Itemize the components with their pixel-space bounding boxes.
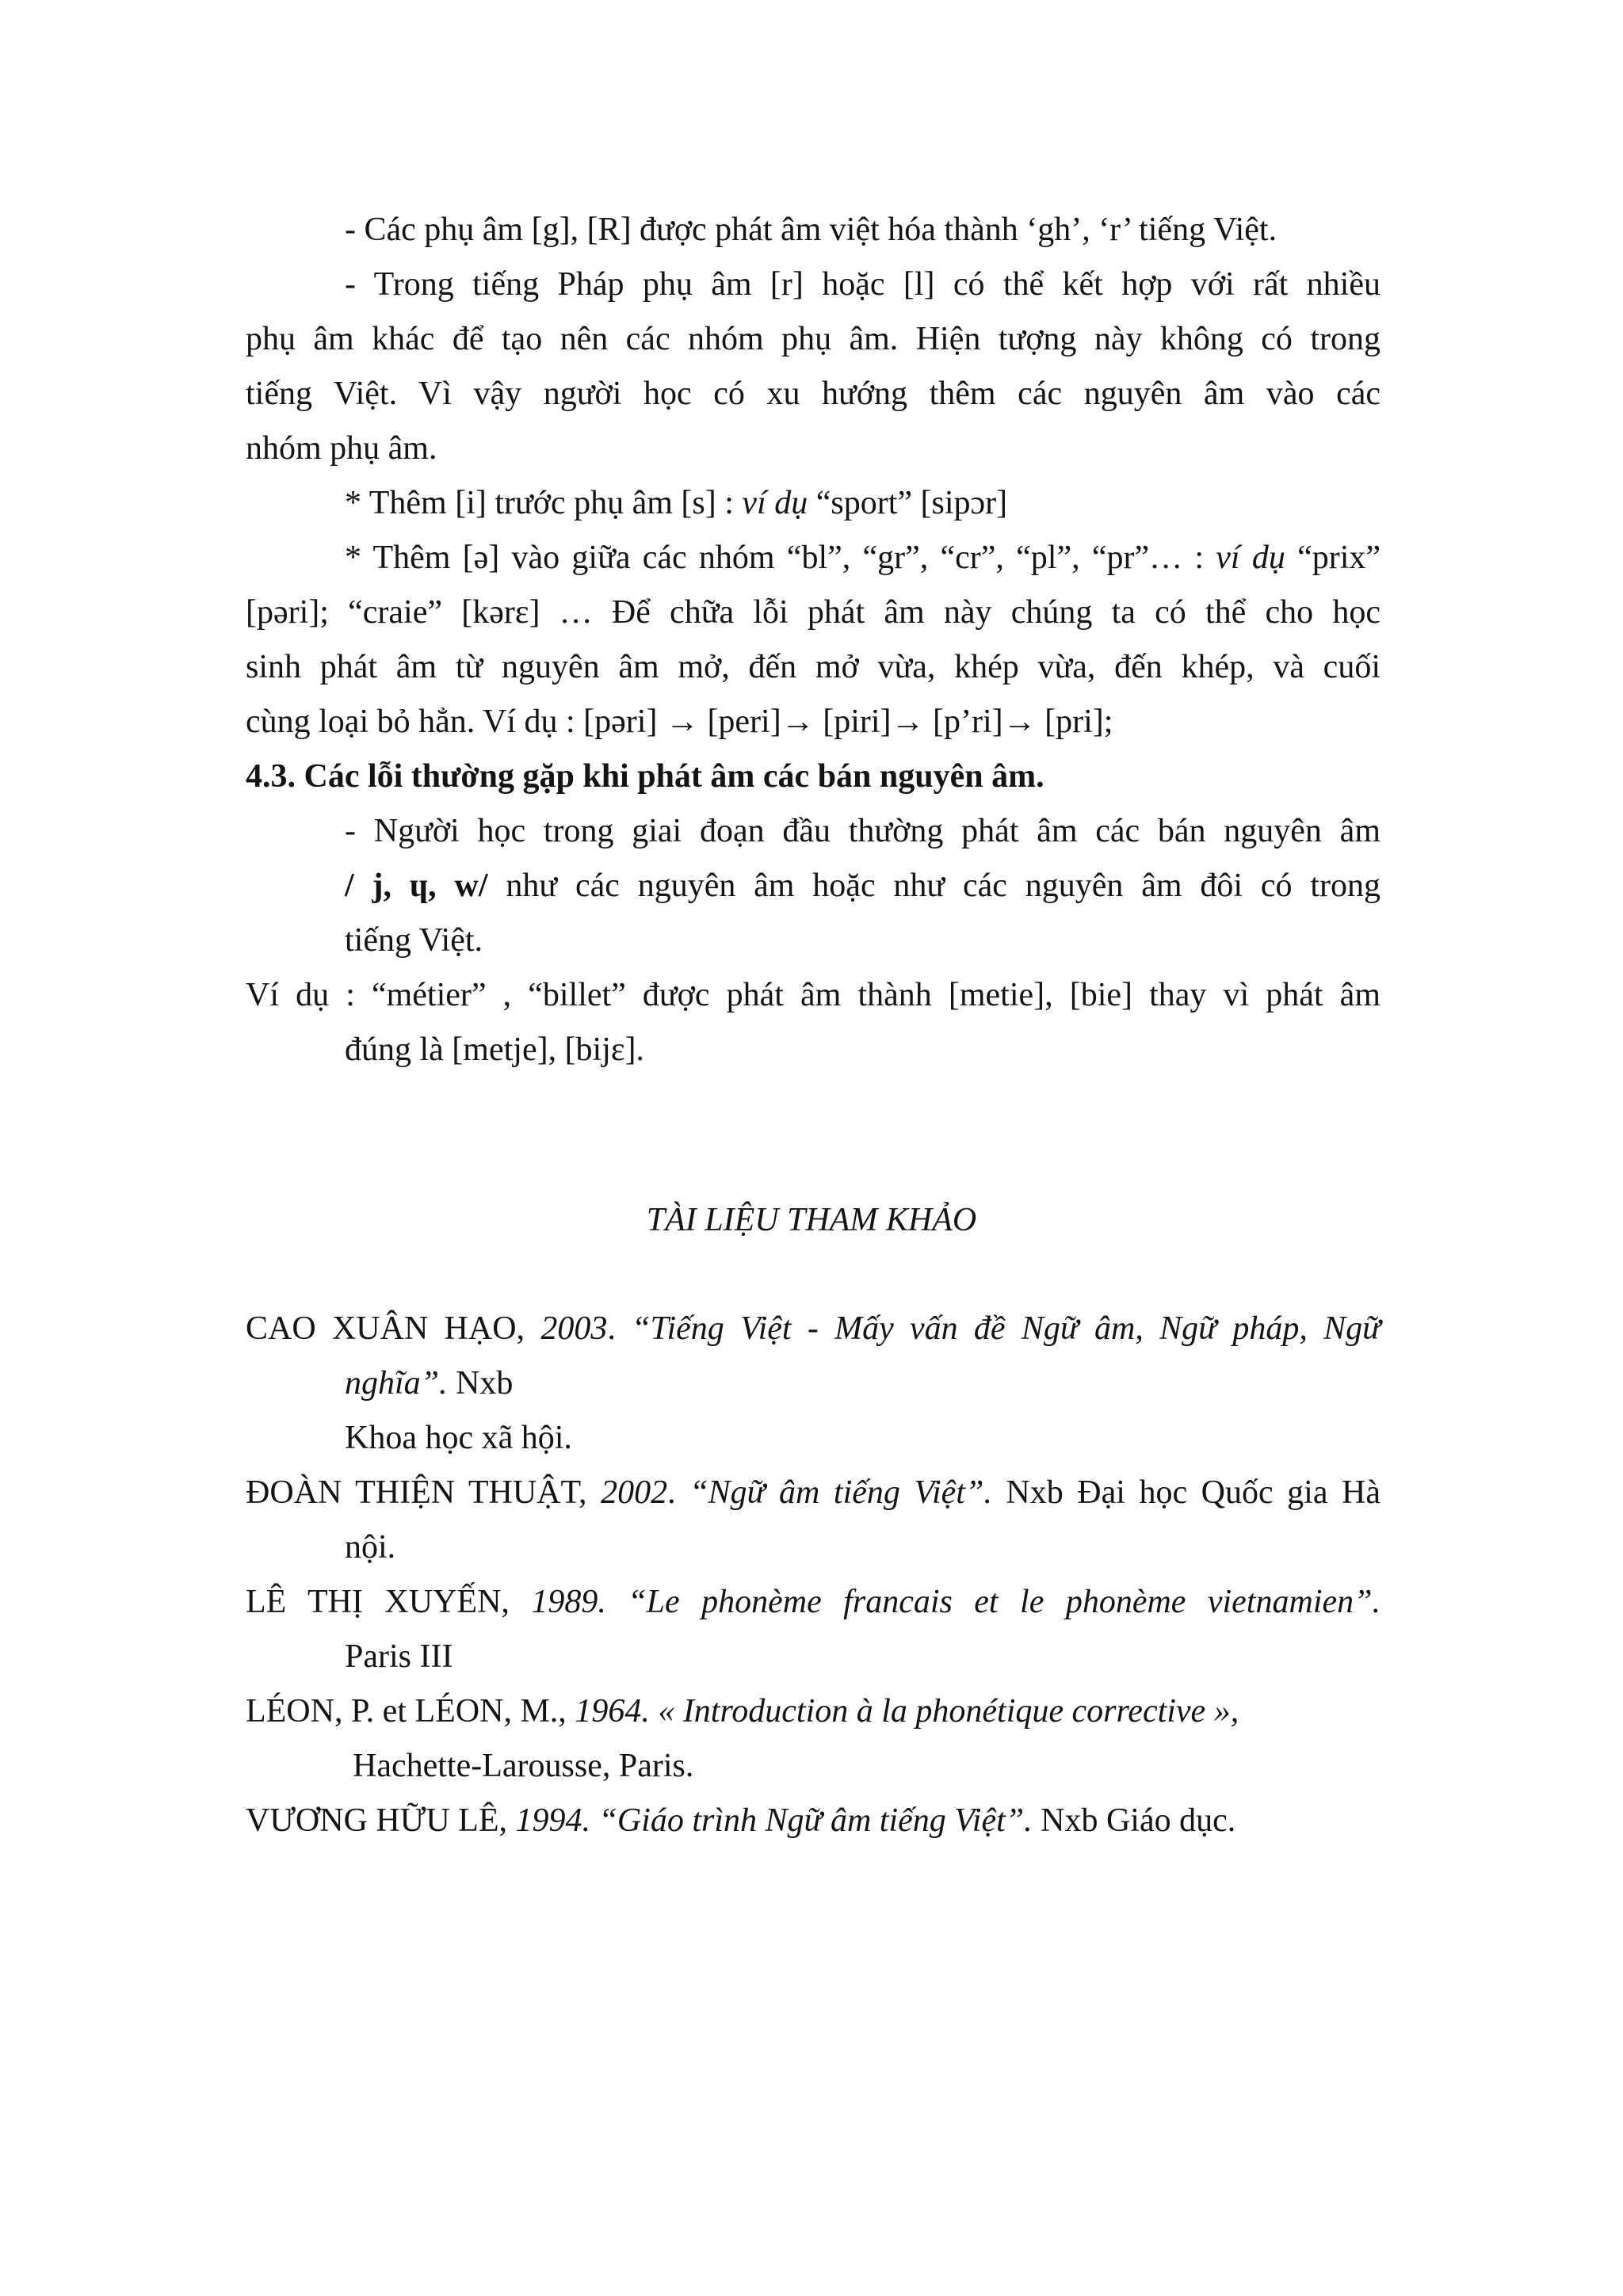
- reference-entry: [246, 1582, 1381, 1622]
- paragraph-line: tiếng Việt.: [345, 922, 483, 959]
- reference-author: ĐOÀN THIỆN THUẬT,: [246, 1474, 601, 1511]
- example-text: “prix”: [1285, 540, 1381, 576]
- reference-separator: .: [667, 1474, 690, 1511]
- reference-title: 1964. « Introduction à la phonétique corrective »,: [575, 1693, 1239, 1730]
- paragraph-line: phụ âm khác để tạo nên các nhóm phụ âm. Hiện tượng này không có trong: [246, 321, 1381, 357]
- section-heading: 4.3. Các lỗi thường gặp khi phát âm các bán nguyên âm.: [246, 758, 1044, 795]
- reference-author: VƯƠNG HỮU LÊ,: [246, 1802, 516, 1839]
- paragraph-line: - Trong tiếng Pháp phụ âm [r] hoặc [l] có thể kết hợp với rất nhiều: [345, 266, 1381, 303]
- reference-publisher: Khoa học xã hội.: [345, 1420, 572, 1456]
- reference-author: CAO XUÂN HẠO,: [246, 1310, 541, 1347]
- reference-year: 2002: [601, 1474, 668, 1511]
- reference-publisher: Nxb: [447, 1365, 514, 1402]
- reference-title: “Ngữ âm tiếng Việt”.: [689, 1474, 992, 1511]
- reference-publisher: Nxb Giáo dục.: [1032, 1802, 1236, 1839]
- example-line: [345, 483, 1381, 523]
- reference-title: nghĩa”.: [345, 1365, 448, 1402]
- reference-entry: [246, 1801, 1381, 1840]
- reference-separator: .: [607, 1310, 632, 1347]
- paragraph-line: cùng loại bỏ hẳn. Ví dụ : [pəri] → [peri]→ [piri]→ [p’ri]→ [pri];: [246, 704, 1113, 740]
- paragraph-text: như các nguyên âm hoặc như các nguyên âm đôi có trong: [487, 868, 1381, 904]
- semivowel-symbols: / j, ɥ, w/: [345, 868, 488, 904]
- example-line: [345, 538, 1381, 578]
- reference-publisher: Hachette-Larousse, Paris.: [353, 1748, 694, 1784]
- example-label: ví dụ: [742, 485, 808, 521]
- paragraph-line: đúng là [metje], [bijɛ].: [345, 1032, 645, 1068]
- paragraph-line: - Người học trong giai đoạn đầu thường phát âm các bán nguyên âm: [345, 813, 1381, 849]
- reference-entry-continued: [345, 1363, 1381, 1403]
- reference-entry: [246, 1309, 1381, 1348]
- references-title: TÀI LIỆU THAM KHẢO: [646, 1202, 977, 1238]
- paragraph-line: nhóm phụ âm.: [246, 430, 437, 467]
- reference-author: LÊ THỊ XUYẾN,: [246, 1584, 532, 1620]
- example-text: * Thêm [ə] vào giữa các nhóm “bl”, “gr”, “cr”, “pl”, “pr”… :: [345, 540, 1216, 576]
- reference-author: LÉON, P. et LÉON, M.,: [246, 1693, 575, 1730]
- reference-publisher: Nxb Đại học Quốc gia Hà: [991, 1474, 1381, 1511]
- paragraph-line: [345, 866, 1381, 906]
- example-label: ví dụ: [1216, 540, 1285, 576]
- reference-publisher: nội.: [345, 1529, 396, 1566]
- paragraph-line: tiếng Việt. Vì vậy người học có xu hướng thêm các nguyên âm vào các: [246, 376, 1381, 412]
- reference-year: 2003: [540, 1310, 608, 1347]
- reference-title: 1989. “Le phonème francais et le phonème vietnamien”.: [531, 1584, 1381, 1620]
- reference-publisher: Paris III: [345, 1638, 453, 1675]
- reference-title: “Tiếng Việt - Mấy vấn đề Ngữ âm, Ngữ pháp, Ngữ: [632, 1310, 1381, 1347]
- example-text: * Thêm [i] trước phụ âm [s] :: [345, 485, 743, 521]
- paragraph-line: sinh phát âm từ nguyên âm mở, đến mở vừa, khép vừa, đến khép, và cuối: [246, 649, 1381, 685]
- paragraph-line: [pəri]; “craie” [kərɛ] … Để chữa lỗi phát âm này chúng ta có thể cho học: [246, 594, 1381, 631]
- example-text: “sport” [sipɔr]: [808, 485, 1008, 521]
- paragraph-line: - Các phụ âm [g], [R] được phát âm việt hóa thành ‘gh’, ‘r’ tiếng Việt.: [345, 212, 1277, 248]
- reference-entry: [246, 1691, 1381, 1731]
- paragraph-line: Ví dụ : “métier” , “billet” được phát âm thành [metie], [bie] thay vì phát âm: [246, 977, 1381, 1013]
- reference-title: 1994. “Giáo trình Ngữ âm tiếng Việt”.: [515, 1802, 1033, 1839]
- reference-entry: [246, 1473, 1381, 1512]
